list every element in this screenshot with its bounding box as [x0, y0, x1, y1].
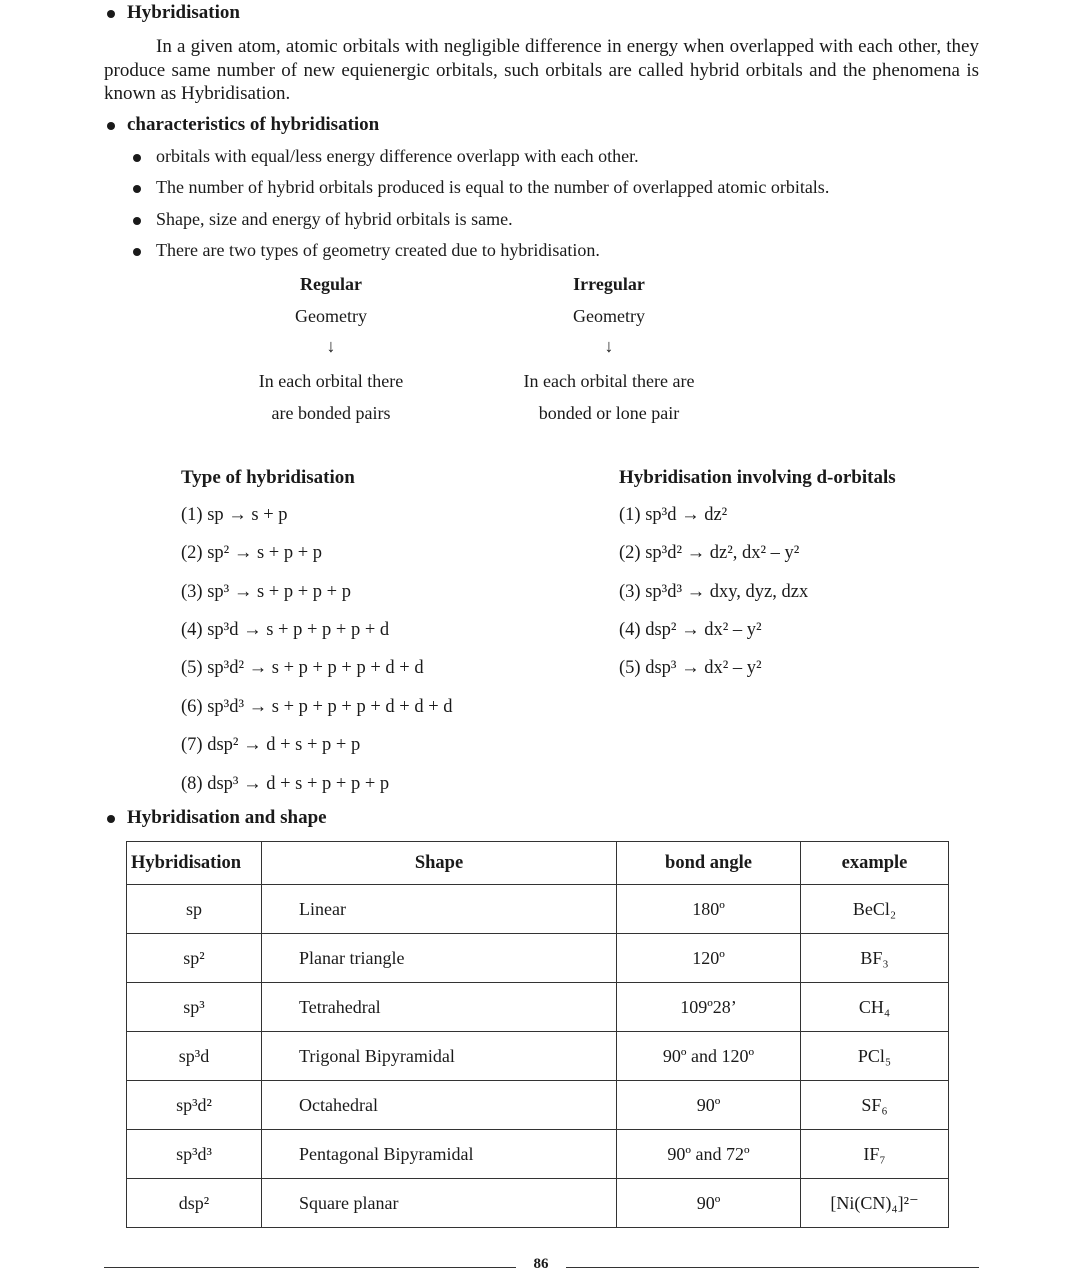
column-header-shape: Shape: [262, 842, 617, 885]
down-arrow-icon: ↓: [604, 336, 614, 356]
table-row: [127, 885, 949, 934]
column-header-bond-angle: bond angle: [617, 842, 801, 885]
column-header-hybridisation: Hybridisation: [127, 842, 262, 885]
characteristic-item: There are two types of geometry created due to hybridisation.: [156, 240, 600, 260]
types-heading: Type of hybridisation: [181, 467, 355, 488]
hybridisation-type-item: (6) sp³d³ → s + p + p + p + d + d + d: [181, 697, 453, 717]
shape-cell: Planar triangle: [262, 934, 617, 983]
bond-angle-cell: 90º: [617, 1081, 801, 1130]
irregular-desc-line1: In each orbital there are: [523, 371, 695, 391]
bond-angle-cell: 90º and 120º: [617, 1032, 801, 1081]
hybridisation-type-item: (4) sp³d → s + p + p + p + d: [181, 620, 390, 640]
irregular-geometry-block: [479, 272, 739, 425]
example-cell: BF₃: [801, 934, 949, 983]
hybridisation-shape-table: [126, 841, 949, 1228]
bond-angle-cell: 90º and 72º: [617, 1130, 801, 1179]
footer-divider-left: [104, 1267, 516, 1268]
d-orbital-item: (5) dsp³ → dx² – y²: [619, 658, 762, 678]
example-cell: CH₄: [801, 983, 949, 1032]
regular-geometry-block: [231, 272, 431, 425]
shape-cell: Trigonal Bipyramidal: [262, 1032, 617, 1081]
table-row: [127, 983, 949, 1032]
characteristic-item: orbitals with equal/less energy difference overlapp with each other.: [156, 146, 639, 166]
shape-cell: Tetrahedral: [262, 983, 617, 1032]
hybridisation-cell: sp³d: [127, 1032, 262, 1081]
d-orbital-item: (3) sp³d³ → dxy, dyz, dzx: [619, 582, 809, 602]
example-cell: BeCl₂: [801, 885, 949, 934]
characteristic-item: Shape, size and energy of hybrid orbitals is same.: [156, 209, 513, 229]
table-row: [127, 1179, 949, 1228]
hybridisation-type-item: (8) dsp³ → d + s + p + p + p: [181, 774, 390, 794]
d-orbital-item: (4) dsp² → dx² – y²: [619, 620, 762, 640]
hybridisation-type-item: (5) sp³d² → s + p + p + p + d + d: [181, 658, 424, 678]
hybridisation-cell: dsp²: [127, 1179, 262, 1228]
example-cell: IF₇: [801, 1130, 949, 1179]
section-heading-hybridisation: Hybridisation: [127, 2, 240, 23]
characteristic-item: The number of hybrid orbitals produced is equal to the number of overlapped atomic orbitals.: [156, 177, 830, 197]
irregular-subtitle: Geometry: [573, 306, 645, 326]
hybridisation-cell: sp²: [127, 934, 262, 983]
hybridisation-cell: sp³d²: [127, 1081, 262, 1130]
irregular-title: Irregular: [573, 274, 645, 294]
bond-angle-cell: 109º28’: [617, 983, 801, 1032]
regular-subtitle: Geometry: [295, 306, 367, 326]
hybridisation-cell: sp³d³: [127, 1130, 262, 1179]
shape-cell: Octahedral: [262, 1081, 617, 1130]
example-cell: SF₆: [801, 1081, 949, 1130]
definition-paragraph: [104, 35, 979, 106]
regular-desc-line2: are bonded pairs: [271, 403, 391, 423]
section-heading-characteristics: characteristics of hybridisation: [127, 114, 380, 135]
example-cell: [Ni(CN)₄]²⁻: [801, 1179, 949, 1228]
example-cell: PCl₅: [801, 1032, 949, 1081]
table-row: [127, 934, 949, 983]
bullet-icon: [133, 154, 141, 162]
hybridisation-cell: sp³: [127, 983, 262, 1032]
bond-angle-cell: 180º: [617, 885, 801, 934]
table-row: [127, 1130, 949, 1179]
regular-desc-line1: In each orbital there: [258, 371, 404, 391]
shape-cell: Linear: [262, 885, 617, 934]
hybridisation-type-item: (3) sp³ → s + p + p + p: [181, 582, 351, 602]
bullet-icon: [107, 10, 115, 18]
regular-title: Regular: [300, 274, 362, 294]
shape-cell: Square planar: [262, 1179, 617, 1228]
shape-cell: Pentagonal Bipyramidal: [262, 1130, 617, 1179]
bullet-icon: [133, 185, 141, 193]
d-orbital-item: (1) sp³d → dz²: [619, 505, 728, 525]
hybridisation-type-item: (2) sp² → s + p + p: [181, 543, 323, 563]
d-orbital-item: (2) sp³d² → dz², dx² – y²: [619, 543, 800, 563]
table-row: [127, 1032, 949, 1081]
page-number: 86: [533, 1256, 549, 1272]
bullet-icon: [107, 815, 115, 823]
shape-section-heading: Hybridisation and shape: [127, 807, 327, 828]
bullet-icon: [133, 248, 141, 256]
footer-divider-right: [566, 1267, 979, 1268]
hybridisation-cell: sp: [127, 885, 262, 934]
hybridisation-type-item: (7) dsp² → d + s + p + p: [181, 735, 361, 755]
bullet-icon: [107, 122, 115, 130]
column-header-example: example: [801, 842, 949, 885]
bond-angle-cell: 120º: [617, 934, 801, 983]
hybridisation-type-item: (1) sp → s + p: [181, 505, 288, 525]
table-row: [127, 1081, 949, 1130]
irregular-desc-line2: bonded or lone pair: [538, 403, 680, 423]
bond-angle-cell: 90º: [617, 1179, 801, 1228]
d-orbitals-heading: Hybridisation involving d-orbitals: [619, 467, 896, 488]
definition-text: In a given atom, atomic orbitals with negligible difference in energy when overlapped with each other, they produce same number of new equienergic orbitals, such orbitals are called hybrid orbitals and the phenomena is known as Hybridisation.: [104, 36, 979, 104]
bullet-icon: [133, 217, 141, 225]
table-header-row: [127, 842, 949, 885]
down-arrow-icon: ↓: [326, 336, 336, 356]
